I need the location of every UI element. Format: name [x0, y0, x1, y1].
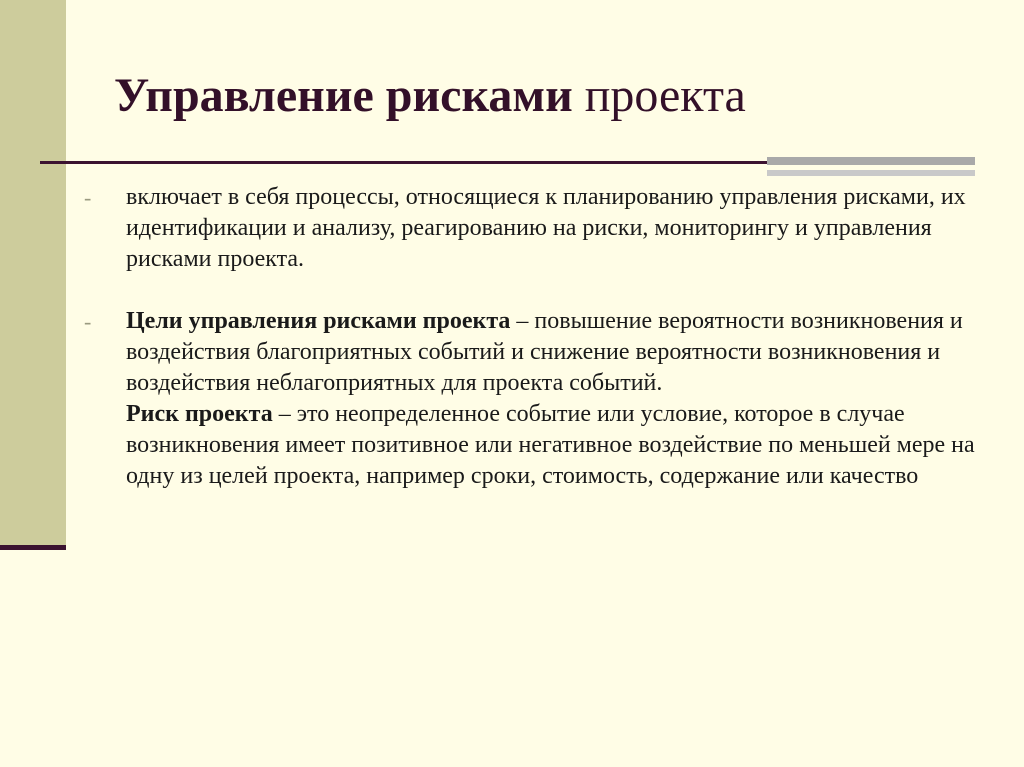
bullet-item: [82, 182, 982, 275]
risk-paragraph: [126, 399, 982, 492]
left-decorative-band: [0, 0, 66, 547]
title-bold-part: Управление рисками: [114, 69, 573, 122]
left-band-rule: [0, 545, 66, 550]
risk-definition: – это неопределенное событие или условие, которое в случае возникновения имеет позитивное или негативное воздействие по меньшей мере на одну из целей проекта, например сроки, стоимость, содержание или качество: [126, 401, 975, 489]
slide-body: [82, 182, 982, 492]
title-accent-bar: [767, 157, 975, 165]
bullet-marker: -: [84, 309, 92, 334]
goals-paragraph: [126, 306, 982, 399]
slide-title: [114, 66, 746, 126]
bullet-marker: -: [84, 185, 92, 210]
goals-term: Цели управления рисками проекта: [126, 308, 511, 334]
bullet-text: включает в себя процессы, относящиеся к планированию управления рисками, их идентификации и анализу, реагированию на риски, мониторингу и управления рисками проекта.: [126, 184, 966, 272]
title-accent-bar-light: [767, 170, 975, 176]
title-normal-part: проекта: [572, 69, 746, 122]
goals-definition: – повышение вероятности возникновения и воздействия благоприятных событий и снижение вероятности возникновения и воздействия неблагоприятных для проекта событий.: [126, 308, 963, 396]
risk-term: Риск проекта: [126, 401, 273, 427]
bullet-item: [82, 306, 982, 492]
